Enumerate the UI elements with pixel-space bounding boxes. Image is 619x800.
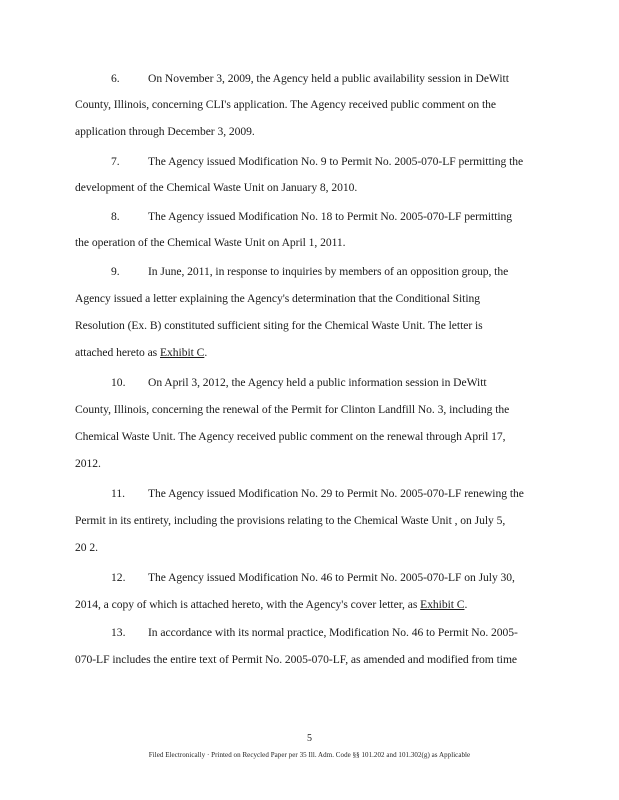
paragraph-number: 10. [111, 376, 126, 389]
line-text: . [204, 346, 208, 359]
paragraph-line: Agency issued a letter explaining the Agency's determination that the Conditional Siting [75, 292, 480, 305]
paragraph-line: the operation of the Chemical Waste Unit on April 1, 2011. [75, 236, 346, 249]
paragraph-line: application through December 3, 2009. [75, 125, 255, 138]
paragraph-number: 6. [111, 72, 120, 85]
line-text: attached hereto as [75, 346, 160, 359]
paragraph-number: 12. [111, 571, 126, 584]
paragraph-number: 8. [111, 210, 120, 223]
paragraph-line [75, 598, 467, 612]
paragraph-number: 13. [111, 626, 126, 639]
paragraph-line: Resolution (Ex. B) constituted sufficient siting for the Chemical Waste Unit. The letter is [75, 319, 483, 332]
page-number: 5 [307, 733, 312, 744]
paragraph-line: The Agency issued Modification No. 18 to Permit No. 2005-070-LF permitting [148, 210, 513, 223]
paragraph-line: The Agency issued Modification No. 46 to Permit No. 2005-070-LF on July 30, [148, 571, 515, 584]
paragraph-line [75, 346, 207, 360]
line-text: 2014, a copy of which is attached hereto, with the Agency's cover letter, as [75, 598, 421, 611]
paragraph-line: On November 3, 2009, the Agency held a public availability session in DeWitt [148, 72, 509, 85]
paragraph-number: 11. [111, 487, 126, 500]
paragraph-line: Permit in its entirety, including the provisions relating to the Chemical Waste Unit , on July 5, [75, 514, 506, 527]
paragraph-line: 070-LF includes the entire text of Permit No. 2005-070-LF, as amended and modified from time [75, 653, 518, 666]
paragraph-line: On April 3, 2012, the Agency held a public information session in DeWitt [148, 376, 487, 389]
paragraph-line: County, Illinois, concerning CLI's application. The Agency received public comment on the [75, 98, 497, 111]
line-text: . [464, 598, 468, 611]
exhibit-c-link[interactable]: Exhibit C [160, 346, 205, 359]
paragraph-number: 9. [111, 265, 120, 278]
paragraph-line: The Agency issued Modification No. 29 to Permit No. 2005-070-LF renewing the [148, 487, 524, 500]
paragraph-number: 7. [111, 155, 120, 168]
paragraph-line: In June, 2011, in response to inquiries by members of an opposition group, the [148, 265, 509, 278]
paragraph-line: 20 2. [75, 541, 98, 554]
paragraph-line: County, Illinois, concerning the renewal of the Permit for Clinton Landfill No. 3, including the [75, 403, 510, 416]
paragraph-line: 2012. [75, 457, 101, 470]
paragraph-line: The Agency issued Modification No. 9 to Permit No. 2005-070-LF permitting the [148, 155, 524, 168]
paragraph-line: Chemical Waste Unit. The Agency received public comment on the renewal through April 17, [75, 430, 506, 443]
exhibit-c-link[interactable]: Exhibit C [420, 598, 465, 611]
paragraph-line: development of the Chemical Waste Unit on January 8, 2010. [75, 181, 358, 194]
paragraph-line: In accordance with its normal practice, Modification No. 46 to Permit No. 2005- [148, 626, 518, 639]
filing-footer: Filed Electronically · Printed on Recycled Paper per 35 Ill. Adm. Code §§ 101.202 and 101.302(g) as Applicable [148, 751, 471, 759]
